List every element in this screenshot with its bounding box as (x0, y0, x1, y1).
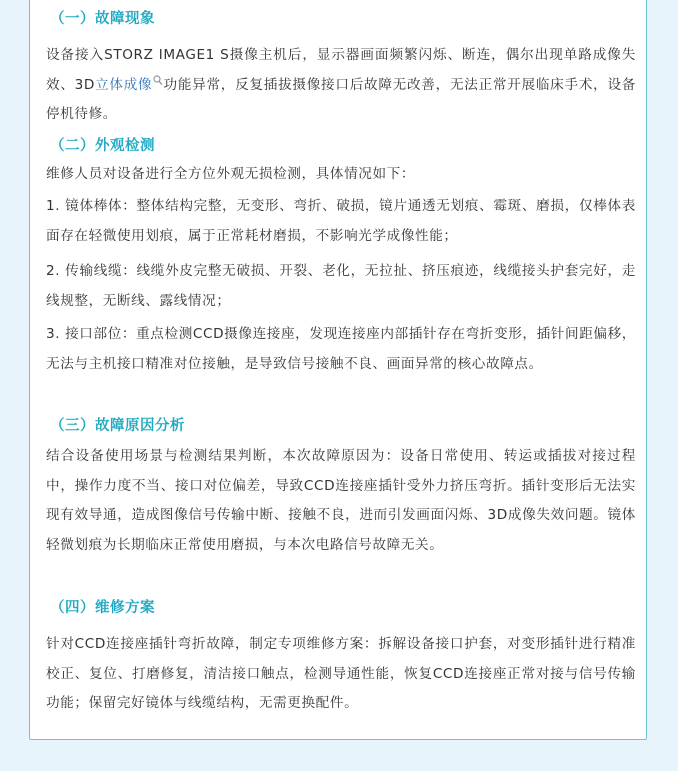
cause-analysis-paragraph: 结合设备使用场景与检测结果判断，本次故障原因为：设备日常使用、转运或插拔对接过程中，操作力度不当、接口对位偏差，导致CCD连接座插针受外力挤压弯折。插针变形后无法实现有效导通，造成图像信号传输中断、接触不良，进而引发画面闪烁、3D成像失效问题。镜体轻微划痕为长期临床正常使用磨损，与本次电路信号故障无关。 (46, 448, 636, 553)
inspection-intro: 维修人员对设备进行全方位外观无损检测，具体情况如下： (46, 166, 416, 182)
fault-phenomenon-paragraph (46, 41, 636, 130)
section-heading-fault-phenomenon: （一）故障现象 (50, 11, 155, 27)
fault-phenomenon-text-after: 功能异常，反复插拔摄像接口后故障无改善，无法正常开展临床手术，设备停机待修。 (46, 76, 636, 122)
article-card (29, 0, 647, 740)
stereo-imaging-link[interactable]: 立体成像 (94, 76, 153, 93)
fault-phenomenon-text-before: 设备接入STORZ IMAGE1 S摄像主机后，显示器画面频繁闪烁、断连，偶尔出现单路成像失效、3D (46, 47, 636, 93)
inspection-item-connector: 3. 接口部位：重点检测CCD摄像连接座，发现连接座内部插针存在弯折变形，插针间距偏移，无法与主机接口精准对位接触，是导致信号接触不良、画面异常的核心故障点。 (46, 326, 636, 372)
section-heading-appearance-inspection: （二）外观检测 (50, 138, 155, 154)
section-heading-cause-analysis: （三）故障原因分析 (50, 418, 185, 434)
section-heading-repair-plan: （四）维修方案 (50, 600, 155, 616)
inspection-item-scope-body: 1. 镜体棒体：整体结构完整，无变形、弯折、破损，镜片通透无划痕、霉斑、磨损，仅棒体表面存在轻微使用划痕，属于正常耗材磨损，不影响光学成像性能； (46, 198, 636, 244)
inspection-item-cable: 2. 传输线缆：线缆外皮完整无破损、开裂、老化，无拉扯、挤压痕迹，线缆接头护套完好，走线规整，无断线、露线情况； (46, 263, 636, 309)
repair-plan-paragraph: 针对CCD连接座插针弯折故障，制定专项维修方案：拆解设备接口护套，对变形插针进行精准校正、复位、打磨修复，清洁接口触点，检测导通性能，恢复CCD连接座正常对接与信号传输功能；保留完好镜体与线缆结构，无需更换配件。 (46, 636, 636, 711)
search-icon[interactable] (153, 75, 163, 87)
